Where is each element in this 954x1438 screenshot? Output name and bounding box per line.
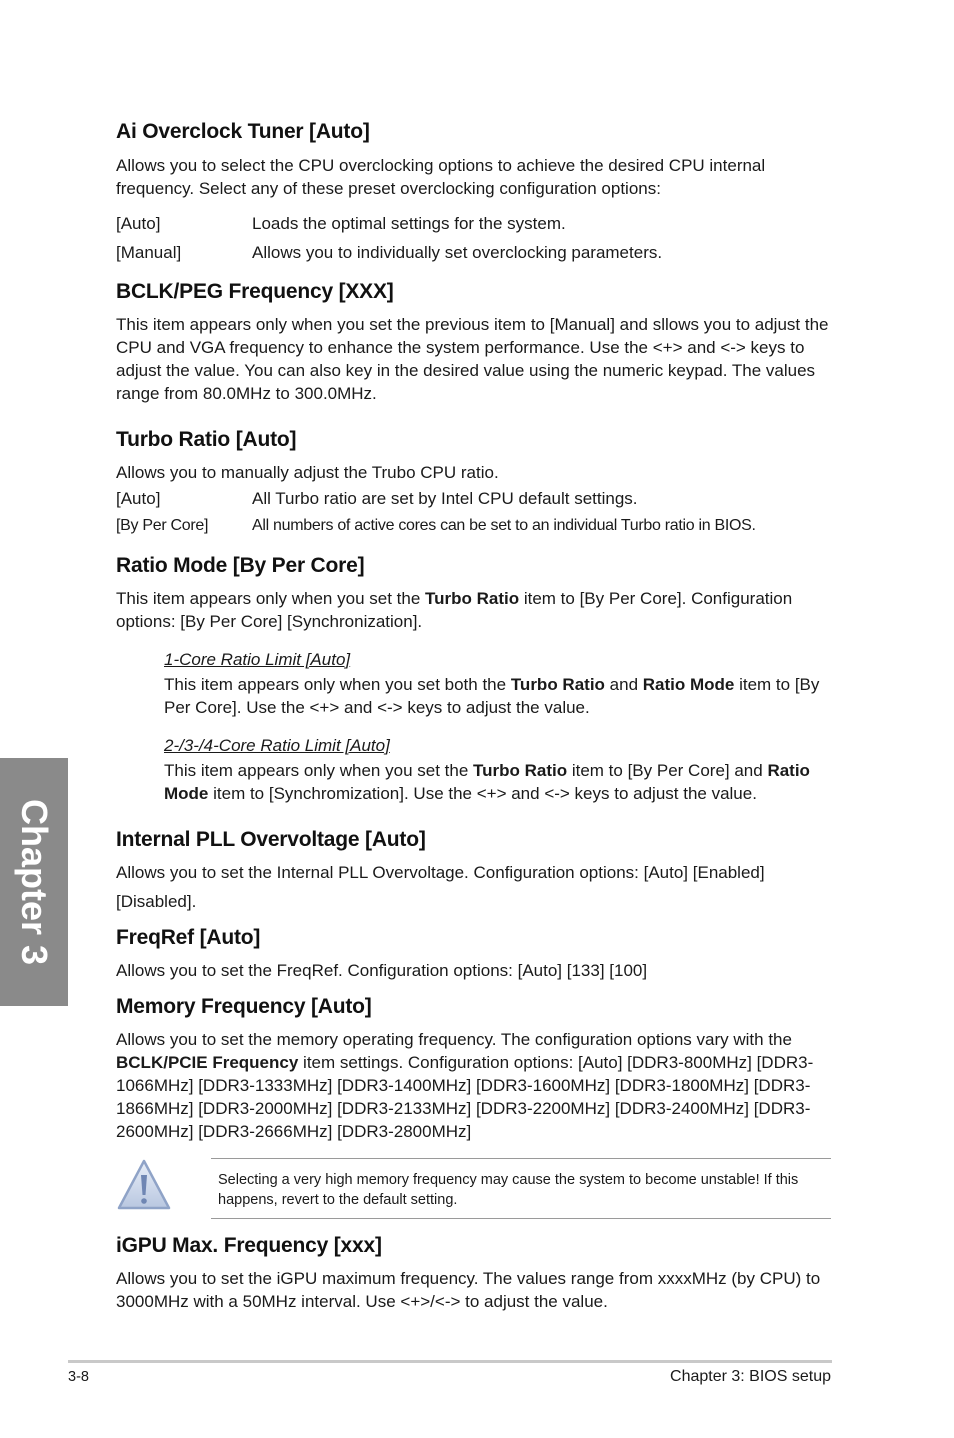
warning-top-rule [211,1158,831,1159]
page-number: 3-8 [68,1369,89,1385]
one-core-ratio-description: This item appears only when you set both the Turbo Ratio and Ratio Mode item to [By Per Core]. Use the <+> and <-> keys to adjust the value. [164,675,820,717]
ratio-mode-description: This item appears only when you set the Turbo Ratio item to [By Per Core]. Configuration options: [By Per Core] [Synchronization]. [116,589,793,631]
pll-description-line2: [Disabled]. [116,892,197,911]
ratio-mode-heading: Ratio Mode [By Per Core] [116,554,365,577]
freqref-description: Allows you to set the FreqRef. Configuration options: [Auto] [133] [100] [116,961,648,980]
memory-frequency-heading: Memory Frequency [Auto] [116,995,372,1018]
memory-frequency-description: Allows you to set the memory operating frequency. The configuration options vary with the BCLK/PCIE Frequency item settings. Configuration options: [Auto] [DDR3-800MHz] [DDR3-1066MHz] [DDR3-1333MHz] [DDR3-1400MHz] [DDR3-1600MHz] [DDR3-1800MHz] [DDR3-1866MHz] [DDR3-2000MHz] [DDR3-2133MHz] [DDR3-2200MHz] [DDR3-2400MHz] [DDR3-2600MHz] [DDR3-2666MHz] [DDR3-2800MHz] [116,1030,814,1141]
igpu-description: Allows you to set the iGPU maximum frequency. The values range from xxxxMHz (by CPU) to 3000MHz with a 50MHz interval. Use <+>/<-> to adjust the value. [116,1269,821,1311]
ai-overclock-description: Allows you to select the CPU overclocking options to achieve the desired CPU internal frequency. Select any of these preset overclocking configuration options: [116,156,766,198]
footer-chapter-title: Chapter 3: BIOS setup [670,1368,831,1385]
warning-text: Selecting a very high memory frequency may cause the system to become unstable! If this happens, revert to the default setting. [218,1172,799,1208]
turbo-ratio-option-percore-key: [By Per Core] [116,517,209,534]
pll-heading: Internal PLL Overvoltage [Auto] [116,828,426,851]
warning-triangle-icon [116,1158,172,1212]
turbo-ratio-description: Allows you to manually adjust the Trubo CPU ratio. [116,463,499,482]
turbo-ratio-option-auto-value: All Turbo ratio are set by Intel CPU default settings. [252,489,638,508]
freqref-heading: FreqRef [Auto] [116,926,261,949]
bclk-heading: BCLK/PEG Frequency [XXX] [116,280,394,303]
warning-bottom-rule [211,1218,831,1219]
bclk-description: This item appears only when you set the previous item to [Manual] and sllows you to adjust the CPU and VGA frequency to enhance the system performance. Use the <+> and <-> keys to adjust the value. You can also key in the desired value using the numeric keypad. The values range from 80.0MHz to 300.0MHz. [116,315,829,403]
igpu-heading: iGPU Max. Frequency [xxx] [116,1234,382,1257]
chapter-side-label: Chapter 3 [14,798,55,966]
ai-overclock-option-manual-value: Allows you to individually set overclocking parameters. [252,243,663,262]
ai-overclock-option-manual-key: [Manual] [116,243,182,262]
ai-overclock-heading: Ai Overclock Tuner [Auto] [116,120,370,143]
one-core-ratio-heading: 1-Core Ratio Limit [Auto] [164,650,351,669]
turbo-ratio-heading: Turbo Ratio [Auto] [116,428,297,451]
footer-rule [68,1360,832,1363]
turbo-ratio-option-auto-key: [Auto] [116,489,161,508]
pll-description-line1: Allows you to set the Internal PLL Overvoltage. Configuration options: [Auto] [Enabled] [116,863,765,882]
ai-overclock-option-auto-value: Loads the optimal settings for the system. [252,214,566,233]
multi-core-ratio-description: This item appears only when you set the Turbo Ratio item to [By Per Core] and Ratio Mode item to [Synchromization]. Use the <+> and <-> keys to adjust the value. [164,761,810,803]
ai-overclock-option-auto-key: [Auto] [116,214,161,233]
multi-core-ratio-heading: 2-/3-/4-Core Ratio Limit [Auto] [164,736,390,755]
turbo-ratio-option-percore-value: All numbers of active cores can be set to an individual Turbo ratio in BIOS. [252,517,756,534]
